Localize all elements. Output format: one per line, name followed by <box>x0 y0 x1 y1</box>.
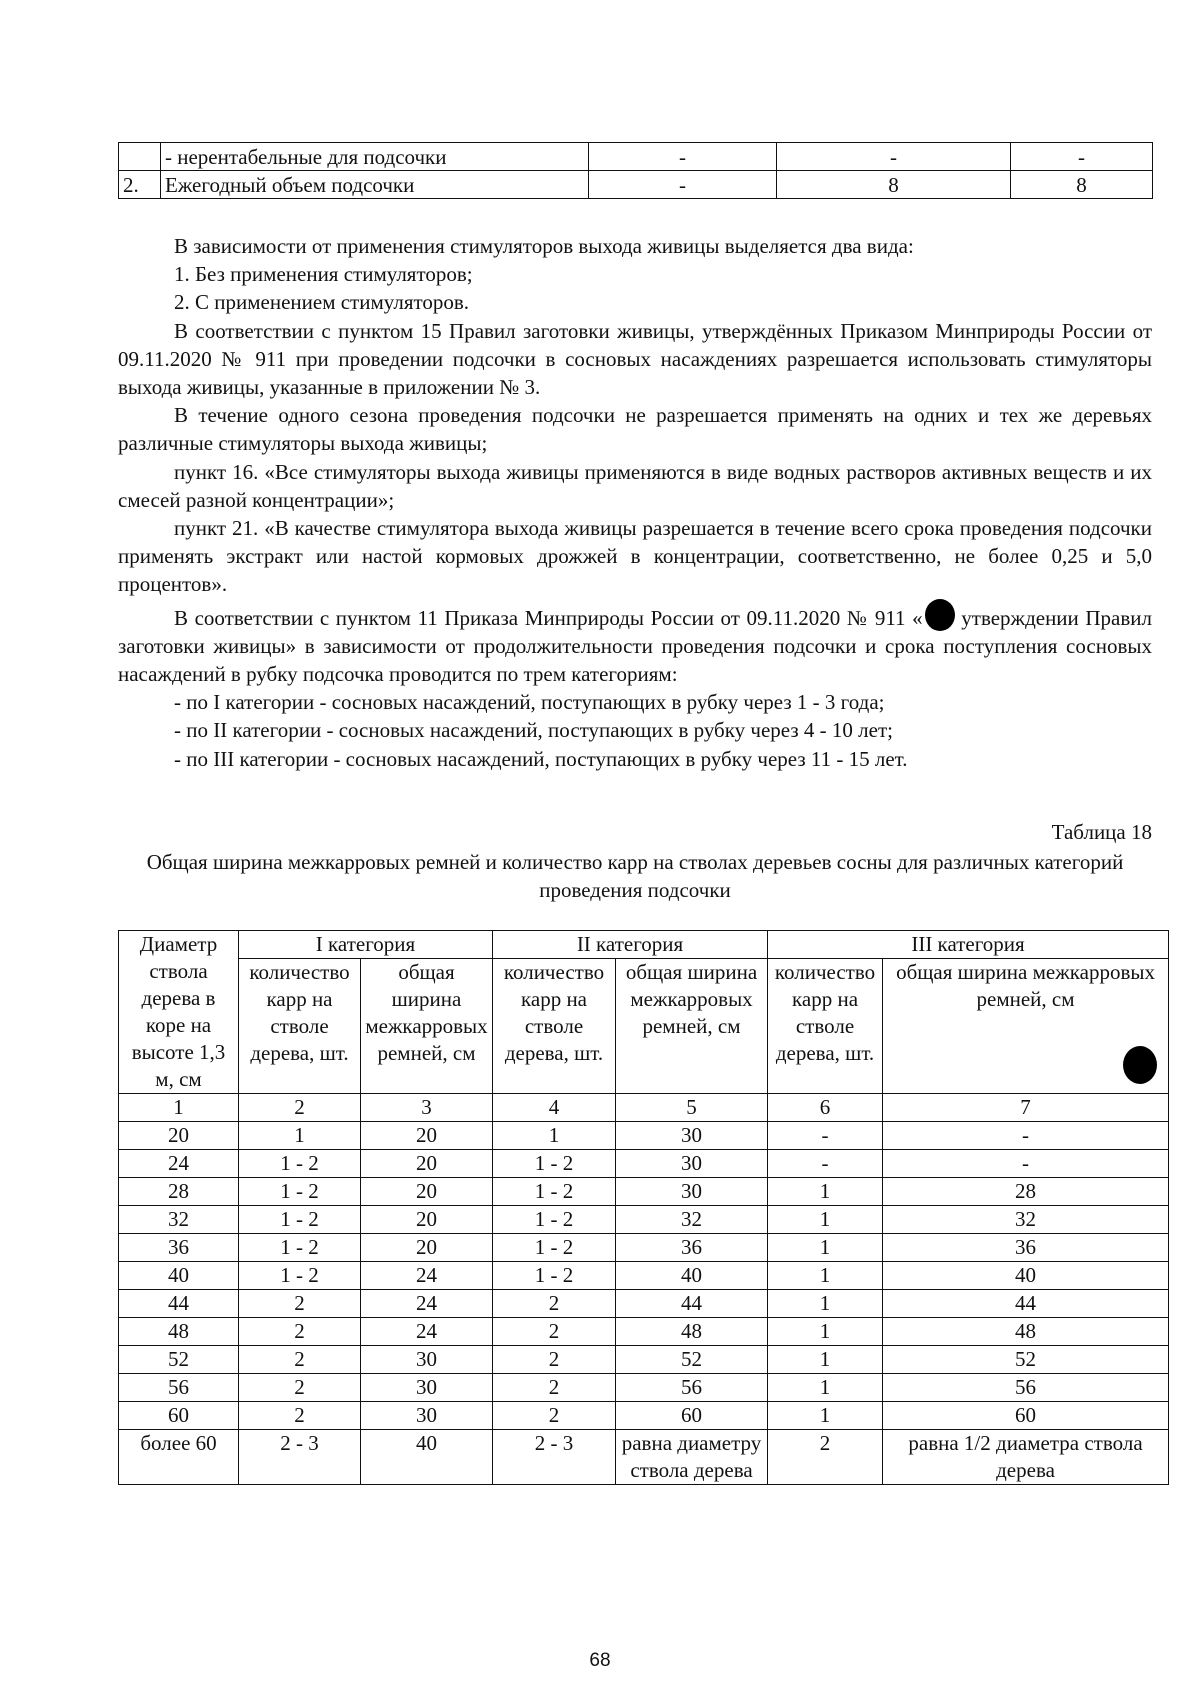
table-cell: 20 <box>361 1150 493 1178</box>
header-cat2: II категория <box>493 931 768 959</box>
table-cell: более 60 <box>119 1430 239 1485</box>
table-row <box>119 1430 1169 1485</box>
paragraph <box>118 599 1152 689</box>
page-number: 68 <box>589 1650 611 1671</box>
column-number: 2 <box>239 1094 361 1122</box>
table-cell: - <box>589 171 777 199</box>
ink-blot-icon <box>925 599 955 631</box>
table-cell: 1 <box>768 1318 883 1346</box>
table-cell: 1 <box>768 1234 883 1262</box>
table-cell: 2 <box>493 1290 616 1318</box>
main-table <box>118 930 1169 1485</box>
table-cell: 1 - 2 <box>493 1150 616 1178</box>
table-cell: 1 - 2 <box>493 1234 616 1262</box>
table-row <box>119 1290 1169 1318</box>
table-cell: 1 - 2 <box>239 1262 361 1290</box>
ink-blot-icon <box>1123 1046 1157 1084</box>
table-cell: 60 <box>883 1402 1169 1430</box>
table-cell: 56 <box>883 1374 1169 1402</box>
table-row <box>119 143 1153 171</box>
table-cell: 2 - 3 <box>239 1430 361 1485</box>
paragraph-text: В соответствии с пунктом 11 Приказа Минприроды России от 09.11.2020 № 911 « <box>174 605 923 630</box>
header-width: общая ширина межкарровых ремней, см <box>883 959 1169 1094</box>
table-cell: 8 <box>1011 171 1153 199</box>
header-count: количество карр на стволе дерева, шт. <box>493 959 616 1094</box>
table-cell: - <box>1011 143 1153 171</box>
table-cell: 1 <box>768 1290 883 1318</box>
table-cell: 8 <box>777 171 1011 199</box>
table-cell: 2 <box>493 1402 616 1430</box>
column-number-row <box>119 1094 1169 1122</box>
table-cell: 1 <box>768 1374 883 1402</box>
table-cell: 36 <box>616 1234 768 1262</box>
table-cell: 2 <box>239 1318 361 1346</box>
table-cell: 2 <box>239 1374 361 1402</box>
header-row <box>119 959 1169 1094</box>
table-cell: 24 <box>119 1150 239 1178</box>
table-cell: 1 <box>768 1402 883 1430</box>
table-cell: 36 <box>119 1234 239 1262</box>
row-label: - нерентабельные для подсочки <box>161 143 589 171</box>
table-cell: - <box>768 1150 883 1178</box>
table-cell: 44 <box>883 1290 1169 1318</box>
table-cell: - <box>883 1122 1169 1150</box>
table-row <box>119 1234 1169 1262</box>
table-cell: - <box>768 1122 883 1150</box>
table-cell: 2 <box>239 1346 361 1374</box>
table-cell: 32 <box>883 1206 1169 1234</box>
paragraph: пункт 21. «В качестве стимулятора выхода живицы разрешается в течение всего срока проведения подсочки применять экстракт или настой кормовых дрожжей в концентрации, соответственно, не более 0,25 и 5,0 процентов». <box>118 516 1152 597</box>
table-cell: 20 <box>361 1178 493 1206</box>
table-row <box>119 1122 1169 1150</box>
paragraph: В соответствии с пунктом 15 Правил заготовки живицы, утверждённых Приказом Минприроды России от 09.11.2020 № 911 при проведении подсочки в сосновых насаждениях разрешается использовать стимуляторы выхода живицы, указанные в приложении № 3. <box>118 318 1152 400</box>
table-cell: 1 - 2 <box>239 1206 361 1234</box>
header-cat1: I категория <box>239 931 493 959</box>
table-cell: 1 - 2 <box>239 1234 361 1262</box>
table-cell: 20 <box>361 1206 493 1234</box>
table-cell: 36 <box>883 1234 1169 1262</box>
table-cell: 48 <box>119 1318 239 1346</box>
table-cell: 2 <box>493 1374 616 1402</box>
column-number: 5 <box>616 1094 768 1122</box>
header-width: общая ширина межкарровых ремней, см <box>361 959 493 1094</box>
table-cell: 52 <box>119 1346 239 1374</box>
table-cell: 56 <box>119 1374 239 1402</box>
table-cell: равна 1/2 диаметра ствола дерева <box>883 1430 1169 1485</box>
table-row <box>119 1262 1169 1290</box>
table-cell: 2 - 3 <box>493 1430 616 1485</box>
table-cell: 24 <box>361 1290 493 1318</box>
table-cell: равна диаметру ствола дерева <box>616 1430 768 1485</box>
table-row <box>119 1178 1169 1206</box>
table-cell: - <box>883 1150 1169 1178</box>
row-label: Ежегодный объем подсочки <box>161 171 589 199</box>
table-cell: 1 - 2 <box>493 1262 616 1290</box>
table-cell: 30 <box>361 1374 493 1402</box>
table-caption: Общая ширина межкарровых ремней и количество карр на стволах деревьев сосны для различных категорий проведения подсочки <box>146 850 1124 902</box>
table-cell: 30 <box>361 1346 493 1374</box>
table-row <box>119 1402 1169 1430</box>
table-cell: 20 <box>361 1122 493 1150</box>
paragraph: В зависимости от применения стимуляторов выхода живицы выделяется два вида: <box>174 234 914 258</box>
table-row <box>119 1150 1169 1178</box>
table-cell: 2 <box>493 1318 616 1346</box>
header-cat3: III категория <box>768 931 1169 959</box>
table-cell: 20 <box>361 1234 493 1262</box>
table-cell: 40 <box>883 1262 1169 1290</box>
table-row <box>119 171 1153 199</box>
top-table <box>118 142 1153 199</box>
list-item: 1. Без применения стимуляторов; <box>174 262 473 287</box>
table-cell: 30 <box>616 1122 768 1150</box>
header-count: количество карр на стволе дерева, шт. <box>768 959 883 1094</box>
list-item: - по I категории - сосновых насаждений, поступающих в рубку через 1 - 3 года; <box>174 690 885 715</box>
table-cell: 28 <box>119 1178 239 1206</box>
table-row <box>119 1206 1169 1234</box>
paragraph: В течение одного сезона проведения подсочки не разрешается применять на одних и тех же деревьях различные стимуляторы выхода живицы; <box>118 403 1152 456</box>
header-count: количество карр на стволе дерева, шт. <box>239 959 361 1094</box>
table-cell: 2 <box>493 1346 616 1374</box>
header-diameter: Диаметр ствола дерева в коре на высоте 1,3 м, см <box>119 931 239 1094</box>
table-cell: 1 <box>493 1122 616 1150</box>
table-cell: 1 - 2 <box>239 1150 361 1178</box>
table-cell: 2 <box>239 1402 361 1430</box>
table-cell: 30 <box>616 1178 768 1206</box>
table-cell: - <box>589 143 777 171</box>
row-number: 2. <box>119 171 161 199</box>
table-cell: 44 <box>616 1290 768 1318</box>
table-cell: 44 <box>119 1290 239 1318</box>
table-row <box>119 1374 1169 1402</box>
column-number: 7 <box>883 1094 1169 1122</box>
table-cell: 52 <box>883 1346 1169 1374</box>
table-cell: 24 <box>361 1262 493 1290</box>
table-cell: 28 <box>883 1178 1169 1206</box>
row-number <box>119 143 161 171</box>
table-cell: 60 <box>616 1402 768 1430</box>
list-item: - по II категории - сосновых насаждений, поступающих в рубку через 4 - 10 лет; <box>174 718 893 743</box>
table-cell: 2 <box>768 1430 883 1485</box>
table-cell: 40 <box>361 1430 493 1485</box>
table-cell: 24 <box>361 1318 493 1346</box>
header-width: общая ширина межкарровых ремней, см <box>616 959 768 1094</box>
table-cell: 2 <box>239 1290 361 1318</box>
table-cell: 1 <box>768 1206 883 1234</box>
table-cell: 1 <box>768 1262 883 1290</box>
table-row <box>119 1318 1169 1346</box>
body-text <box>118 232 1152 773</box>
list-item: 2. С применением стимуляторов. <box>174 290 470 315</box>
table-cell: 52 <box>616 1346 768 1374</box>
header-row <box>119 931 1169 959</box>
table-cell: 48 <box>883 1318 1169 1346</box>
table-cell: - <box>777 143 1011 171</box>
table-cell: 1 - 2 <box>239 1178 361 1206</box>
table-cell: 1 <box>768 1346 883 1374</box>
column-number: 3 <box>361 1094 493 1122</box>
table-number: Таблица 18 <box>1051 820 1152 844</box>
column-number: 1 <box>119 1094 239 1122</box>
list-item: - по III категории - сосновых насаждений, поступающих в рубку через 11 - 15 лет. <box>174 746 908 771</box>
table-row <box>119 1346 1169 1374</box>
table-cell: 1 - 2 <box>493 1206 616 1234</box>
table-cell: 48 <box>616 1318 768 1346</box>
table-cell: 1 - 2 <box>493 1178 616 1206</box>
table-cell: 1 <box>239 1122 361 1150</box>
paragraph: пункт 16. «Все стимуляторы выхода живицы применяются в виде водных растворов активных веществ и их смесей разной концентрации»; <box>118 459 1152 512</box>
table-cell: 20 <box>119 1122 239 1150</box>
table-cell: 1 <box>768 1178 883 1206</box>
table-cell: 40 <box>616 1262 768 1290</box>
paragraph-text: утверждении Правил заготовки живицы» в зависимости от продолжительности проведения подсочки и срока поступления сосновых насаждений в рубку подсочка проводится по трем категориям: <box>118 605 1153 687</box>
table-cell: 56 <box>616 1374 768 1402</box>
table-cell: 60 <box>119 1402 239 1430</box>
table-cell: 32 <box>119 1206 239 1234</box>
table-cell: 40 <box>119 1262 239 1290</box>
column-number: 6 <box>768 1094 883 1122</box>
table-cell: 32 <box>616 1206 768 1234</box>
table-cell: 30 <box>616 1150 768 1178</box>
column-number: 4 <box>493 1094 616 1122</box>
table-cell: 30 <box>361 1402 493 1430</box>
